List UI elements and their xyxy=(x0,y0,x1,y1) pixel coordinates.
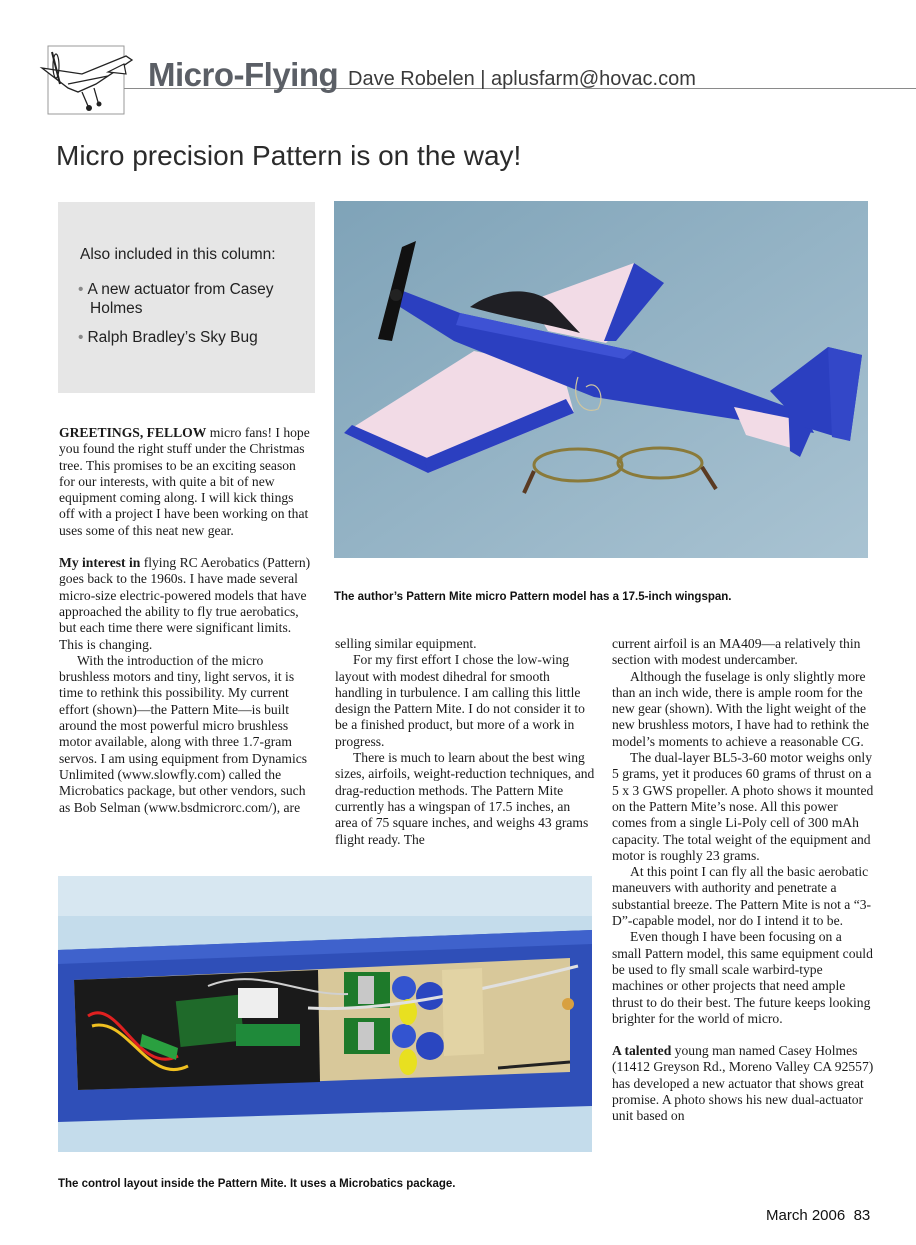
paragraph: A talented young man named Casey Holmes (11412 Greyson Rd., Moreno Valley CA 92557) has developed a new actuator that shows great promise. A photo shows his new dual-actuator unit based on xyxy=(612,1043,874,1124)
body-column-3 xyxy=(612,636,874,1125)
bullet-icon: • xyxy=(78,281,84,298)
sidebar-box xyxy=(58,202,315,393)
body-column-1 xyxy=(59,425,311,816)
paragraph: selling similar equipment. xyxy=(335,636,477,651)
plane-photo-caption: The author’s Pattern Mite micro Pattern model has a 17.5-inch wingspan. xyxy=(334,591,732,603)
paragraph: For my first effort I chose the low-wing layout with modest dihedral for smooth handling in turbulence. I am calling this little design the Pattern Mite. I do not consider it to be a finished product, but more of a work in progress. xyxy=(335,652,585,749)
airplane-sketch-icon xyxy=(38,44,134,116)
paragraph: The dual-layer BL5-3-60 motor weighs only 5 grams, yet it produces 60 grams of thrust on a 5 x 3 GWS propeller. A photo shows it mounted on the Pattern Mite’s nose. All this power comes from a single Li-Poly cell of 300 mAh capacity. The total weight of the equipment and motor is roughly 23 grams. xyxy=(612,750,874,863)
paragraph: My interest in flying RC Aerobatics (Pattern) goes back to the 1960s. I have made several micro-size electric-powered models that have approached the ability to fly true aerobatics, but each time there were significant limits. This is changing. xyxy=(59,555,311,652)
column-title: Micro-Flying xyxy=(148,56,339,93)
body-column-2 xyxy=(335,636,595,848)
sidebar-list xyxy=(78,280,303,357)
sidebar-item: • Ralph Bradley’s Sky Bug xyxy=(78,329,258,346)
page-headline: Micro precision Pattern is on the way! xyxy=(56,140,522,171)
paragraph: There is much to learn about the best wing sizes, airfoils, weight-reduction techniques, and drag-reduction methods. The Pattern Mite currently has a wingspan of 17.5 inches, an area of 75 square inches, and weighs 43 grams flight ready. The xyxy=(335,750,595,847)
paragraph: current airfoil is an MA409—a relatively thin section with modest undercamber. xyxy=(612,636,861,668)
sidebar-item: • A new actuator from Casey Holmes xyxy=(78,281,274,317)
control-photo-caption: The control layout inside the Pattern Mite. It uses a Microbatics package. xyxy=(58,1178,456,1190)
page-number: 83 xyxy=(853,1207,871,1224)
paragraph: Even though I have been focusing on a small Pattern model, this same equipment could be used to fly small scale warbird-type machines or other projects that need ample thrust to do their best. The future keeps looking brighter for the world of micro. xyxy=(612,929,873,1026)
sidebar-title: Also included in this column: xyxy=(80,246,276,263)
paragraph: With the introduction of the micro brushless motors and tiny, light servos, it is time to rethink this possibility. My current effort (shown)—the Pattern Mite—is built around the most powerful micro brushless motor available, along with three 1.7-gram servos. I am using equipment from Dynamics Unlimited (www.slowfly.com) called the Microbatics package, but other vendors, such as Bob Selman (www.bsdmicrorc.com/), are xyxy=(59,652,308,815)
page-footer xyxy=(766,1207,870,1224)
author-line: Dave Robelen | aplusfarm@hovac.com xyxy=(348,68,696,90)
paragraph: At this point I can fly all the basic aerobatic maneuvers with authority and penetrate a substantial breeze. The Pattern Mite is not a “3-D”-capable model, nor do I intend it to be. xyxy=(612,864,872,929)
bullet-icon: • xyxy=(78,329,84,346)
pattern-mite-photo xyxy=(334,201,868,558)
control-layout-photo xyxy=(58,876,592,1152)
paragraph: Although the fuselage is only slightly more than an inch wide, there is ample room for the new gear (shown). With the light weight of the new brushless motors, I have had to rethink the model’s moments to achieve a reasonable CG. xyxy=(612,668,870,749)
paragraph: GREETINGS, FELLOW micro fans! I hope you found the right stuff under the Christmas tree. This promises to be an exciting season for our interests, with quite a bit of new equipment coming along. I will kick things off with a project I have been working on that uses some of this neat new gear. xyxy=(59,425,310,538)
issue-date: March 2006 xyxy=(766,1207,846,1224)
